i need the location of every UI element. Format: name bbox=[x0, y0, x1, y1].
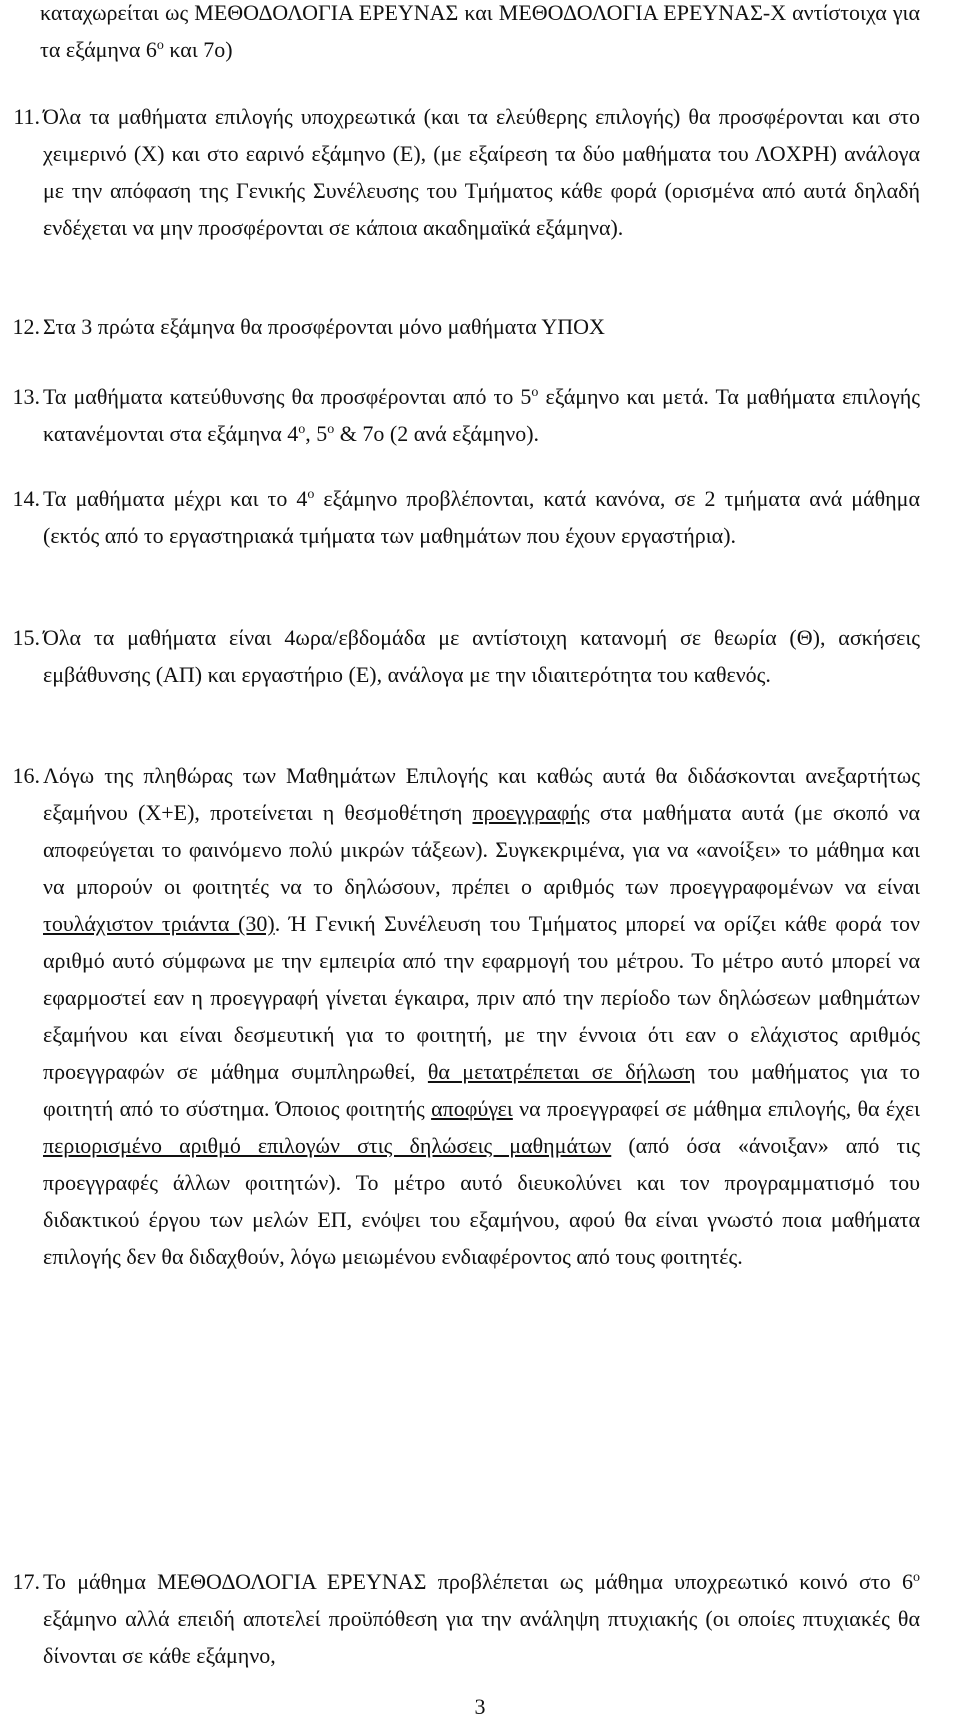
superscript: ο bbox=[327, 422, 335, 437]
item-number: 16. bbox=[12, 763, 40, 788]
underlined-text: τουλάχιστον τριάντα (30) bbox=[43, 911, 275, 936]
item-text: Τα μαθήματα κατεύθυνσης θα προσφέρονται από το $5^o$ εξάμηνο και μετά. Τα μαθήματα επιλογής κατανέμονται στα εξάμηνα $4^o$, $5^o$ & 7ο (2 ανά εξάμηνο). bbox=[43, 384, 921, 446]
item-number: 11. bbox=[13, 104, 40, 129]
page-number: 3 bbox=[474, 1694, 486, 1719]
superscript: ο bbox=[156, 38, 164, 53]
item-text: Το μάθημα ΜΕΘΟΔΟΛΟΓΙΑ ΕΡΕΥΝΑΣ προβλέπεται ως μάθημα υποχρεωτικό κοινό στο $6^o$ εξάμηνο αλλά επειδή αποτελεί προϋπόθεση για την ανάληψη πτυχιακής (οι οποίες πτυχιακές θα δίνονται σε κάθε εξάμηνο, bbox=[43, 1569, 920, 1668]
underlined-text: θα μετατρέπεται σε δήλωση bbox=[427, 1059, 696, 1084]
intro-text-end: και 7ο) bbox=[163, 37, 233, 62]
item-number: 15. bbox=[12, 625, 40, 650]
item-number: 12. bbox=[12, 314, 40, 339]
intro-paragraph bbox=[40, 0, 920, 68]
item-text: Όλα τα μαθήματα επιλογής υποχρεωτικά (και τα ελεύθερης επιλογής) θα προσφέρονται και στο χειμερινό (Χ) και στο εαρινό εξάμηνο (Ε), (με εξαίρεση τα δύο μαθήματα του ΛΟΧΡΗ) ανάλογα με την απόφαση της Γενικής Συνέλευσης του Τμήματος κάθε φορά (ορισμένα από αυτά δηλαδή ενδέχεται να μην προσφέρονται σε κάποια ακαδημαϊκά εξάμηνα). bbox=[43, 104, 920, 240]
superscript: ο bbox=[531, 385, 539, 400]
underlined-text: προεγγραφής bbox=[472, 800, 590, 825]
intro-text: καταχωρείται ως ΜΕΘΟΔΟΛΟΓΙΑ ΕΡΕΥΝΑΣ και ΜΕΘΟΔΟΛΟΓΙΑ ΕΡΕΥΝΑΣ-Χ αντίστοιχα για τα εξάμηνα 6 bbox=[40, 0, 920, 62]
item-text: Λόγω της πληθώρας των Μαθημάτων Επιλογής και καθώς αυτά θα διδάσκονται ανεξαρτήτως εξαμήνου (Χ+Ε), προτείνεται η θεσμοθέτηση προεγγραφής στα μαθήματα αυτά (με σκοπό να αποφεύγεται το φαινόμενο πολύ μικρών τάξεων). Συγκεκριμένα, για να «ανοίξει» το μάθημα και να μπορούν οι φοιτητές να το δηλώσουν, πρέπει ο αριθμός των προεγγραφομένων να είναι τουλάχιστον τριάντα (30). Ή Γενική Συνέλευση του Τμήματος μπορεί να ορίζει κάθε φορά τον αριθμό αυτό σύμφωνα με την εμπειρία από την εφαρμογή του μέτρου. Το μέτρο αυτό μπορεί να εφαρμοστεί εαν η προεγγραφή γίνεται έγκαιρα, πριν από την περίοδο των δηλώσεων μαθημάτων εξαμήνου και είναι δεσμευτική για το φοιτητή, με την έννοια ότι εαν ο ελάχιστος αριθμός προεγγραφών σε μάθημα συμπληρωθεί, θα μετατρέπεται σε δήλωση του μαθήματος για το φοιτητή από το σύστημα. Όποιος φοιτητής αποφύγει να προεγγραφεί σε μάθημα επιλογής, θα έχει περιορισμένο αριθμό επιλογών στις δηλώσεις μαθημάτων (από όσα «άνοιξαν» από τις προεγγραφές άλλων φοιτητών). Το μέτρο αυτό διευκολύνει και τον προγραμματισμό του διδακτικού έργου των μελών ΕΠ, ενόψει του εξαμήνου, αφού θα είναι γνωστό ποια μαθήματα επιλογής δεν θα διδαχθούν, λόγω μειωμένου ενδιαφέροντος από τους φοιτητές. bbox=[43, 763, 921, 1269]
item-number: 14. bbox=[12, 486, 40, 511]
item-text: Στα 3 πρώτα εξάμηνα θα προσφέρονται μόνο μαθήματα ΥΠΟΧ bbox=[43, 314, 605, 339]
item-number: 17. bbox=[12, 1569, 40, 1594]
underlined-text: αποφύγει bbox=[431, 1096, 513, 1121]
superscript: ο bbox=[913, 1570, 920, 1585]
item-number: 13. bbox=[12, 384, 40, 409]
underlined-text: περιορισμένο αριθμό επιλογών στις δηλώσεις μαθημάτων bbox=[43, 1133, 612, 1158]
superscript: ο bbox=[298, 422, 306, 437]
item-text: Τα μαθήματα μέχρι και το $4^o$ εξάμηνο προβλέπονται, κατά κανόνα, σε 2 τμήματα ανά μάθημα (εκτός από το εργαστηριακά τμήματα των μαθημάτων που έχουν εργαστήρια). bbox=[43, 486, 920, 548]
superscript: ο bbox=[307, 487, 315, 502]
item-text: Όλα τα μαθήματα είναι 4ωρα/εβδομάδα με αντίστοιχη κατανομή σε θεωρία (Θ), ασκήσεις εμβάθυνσης (ΑΠ) και εργαστήριο (Ε), ανάλογα με την ιδιαιτερότητα του καθενός. bbox=[43, 625, 920, 687]
